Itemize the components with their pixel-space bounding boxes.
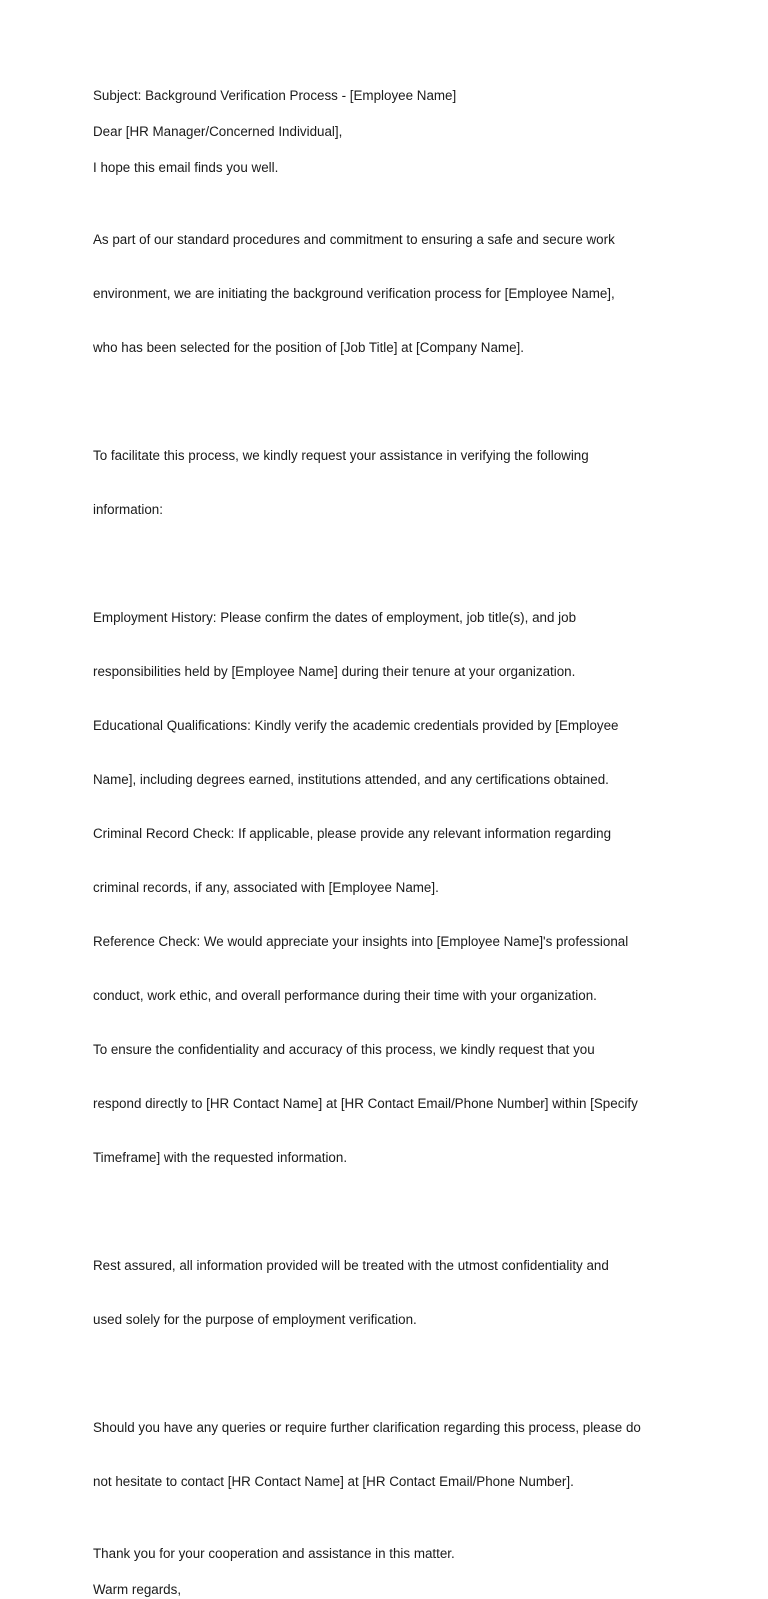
confidentiality-request: Timeframe] with the requested information. bbox=[93, 1150, 348, 1165]
request-paragraph bbox=[93, 411, 698, 555]
employment-history-item: responsibilities held by [Employee Name] during their tenure at your organization. bbox=[93, 664, 576, 679]
verification-items bbox=[93, 573, 698, 1203]
queries-paragraph bbox=[93, 1383, 698, 1527]
queries-line: Should you have any queries or require further clarification regarding this process, please do bbox=[93, 1420, 641, 1435]
assurance-paragraph bbox=[93, 1221, 698, 1365]
criminal-record-item: criminal records, if any, associated with [Employee Name]. bbox=[93, 880, 439, 895]
reference-check-item: conduct, work ethic, and overall performance during their time with your organization. bbox=[93, 988, 597, 1003]
intro-line: environment, we are initiating the background verification process for [Employee Name], bbox=[93, 286, 615, 301]
queries-line: not hesitate to contact [HR Contact Name] at [HR Contact Email/Phone Number]. bbox=[93, 1474, 574, 1489]
assurance-line: used solely for the purpose of employment verification. bbox=[93, 1312, 417, 1327]
request-line: To facilitate this process, we kindly request your assistance in verifying the following bbox=[93, 448, 589, 463]
intro-line: As part of our standard procedures and commitment to ensuring a safe and secure work bbox=[93, 232, 615, 247]
greeting: I hope this email finds you well. bbox=[93, 160, 279, 175]
education-item: Educational Qualifications: Kindly verify the academic credentials provided by [Employee bbox=[93, 718, 619, 733]
assurance-line: Rest assured, all information provided will be treated with the utmost confidentiality and bbox=[93, 1258, 609, 1273]
intro-line: who has been selected for the position of [Job Title] at [Company Name]. bbox=[93, 340, 524, 355]
employment-history-item: Employment History: Please confirm the dates of employment, job title(s), and job bbox=[93, 610, 577, 625]
subject-line: Subject: Background Verification Process - [Employee Name] bbox=[93, 88, 457, 103]
request-line: information: bbox=[93, 502, 163, 517]
reference-check-item: Reference Check: We would appreciate your insights into [Employee Name]'s professional bbox=[93, 934, 629, 949]
criminal-record-item: Criminal Record Check: If applicable, please provide any relevant information regarding bbox=[93, 826, 612, 841]
thanks-line: Thank you for your cooperation and assistance in this matter. bbox=[93, 1546, 455, 1561]
intro-paragraph bbox=[93, 195, 698, 393]
confidentiality-request: respond directly to [HR Contact Name] at [HR Contact Email/Phone Number] within [Specify bbox=[93, 1096, 638, 1111]
confidentiality-request: To ensure the confidentiality and accuracy of this process, we kindly request that you bbox=[93, 1042, 595, 1057]
salutation: Dear [HR Manager/Concerned Individual], bbox=[93, 124, 343, 139]
closing-line: Warm regards, bbox=[93, 1582, 182, 1597]
education-item: Name], including degrees earned, institutions attended, and any certifications obtained. bbox=[93, 772, 609, 787]
